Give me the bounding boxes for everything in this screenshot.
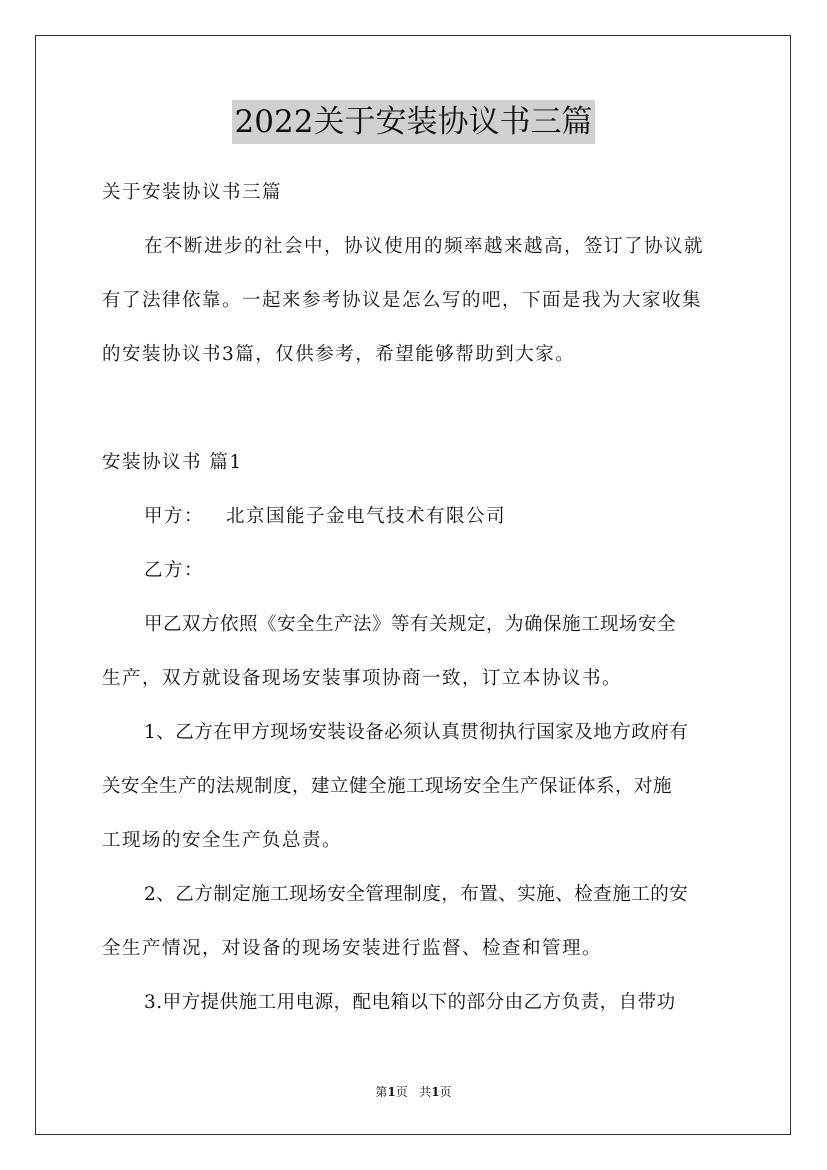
intro-line: 在不断进步的社会中，协议使用的频率越来越高，签订了协议就 — [144, 236, 705, 257]
page-number: 第1页 — [375, 1085, 408, 1099]
party-b-label: 乙方： — [144, 560, 205, 581]
party-a-row — [102, 500, 730, 554]
total-pages: 共1页 — [419, 1085, 452, 1099]
body-line: 关安全生产的法规制度，建立健全施工现场安全生产保证体系，对施 — [102, 776, 673, 797]
body-line: 3.甲方提供施工用电源，配电箱以下的部分由乙方负责，自带功 — [144, 992, 676, 1013]
section-heading: 安装协议书 篇1 — [102, 452, 243, 473]
intro-line: 的安装协议书3篇，仅供参考，希望能够帮助到大家。 — [102, 344, 576, 365]
document-subtitle: 关于安装协议书三篇 — [102, 182, 283, 203]
party-b-row — [102, 554, 730, 608]
body-line: 生产，双方就设备现场安装事项协商一致，订立本协议书。 — [102, 668, 623, 689]
intro-line: 有了法律依靠。一起来参考协议是怎么写的吧，下面是我为大家收集 — [102, 290, 703, 311]
body-line: 1、乙方在甲方现场安装设备必须认真贯彻执行国家及地方政府有 — [144, 722, 689, 743]
body-line: 全生产情况，对设备的现场安装进行监督、检查和管理。 — [102, 938, 603, 959]
party-a-label: 甲方： — [144, 506, 205, 527]
body-line: 甲乙双方依照《安全生产法》等有关规定，为确保施工现场安全 — [144, 614, 677, 635]
page-footer — [0, 1083, 827, 1101]
document-body — [102, 176, 730, 1040]
party-a-name: 北京国能子金电气技术有限公司 — [226, 506, 507, 527]
body-line: 工现场的安全生产负总责。 — [102, 830, 343, 851]
body-line: 2、乙方制定施工现场安全管理制度，布置、实施、检查施工的安 — [144, 884, 689, 905]
document-title: 2022关于安装协议书三篇 — [232, 100, 596, 144]
paragraph-gap — [102, 392, 730, 446]
title-area — [0, 100, 827, 144]
